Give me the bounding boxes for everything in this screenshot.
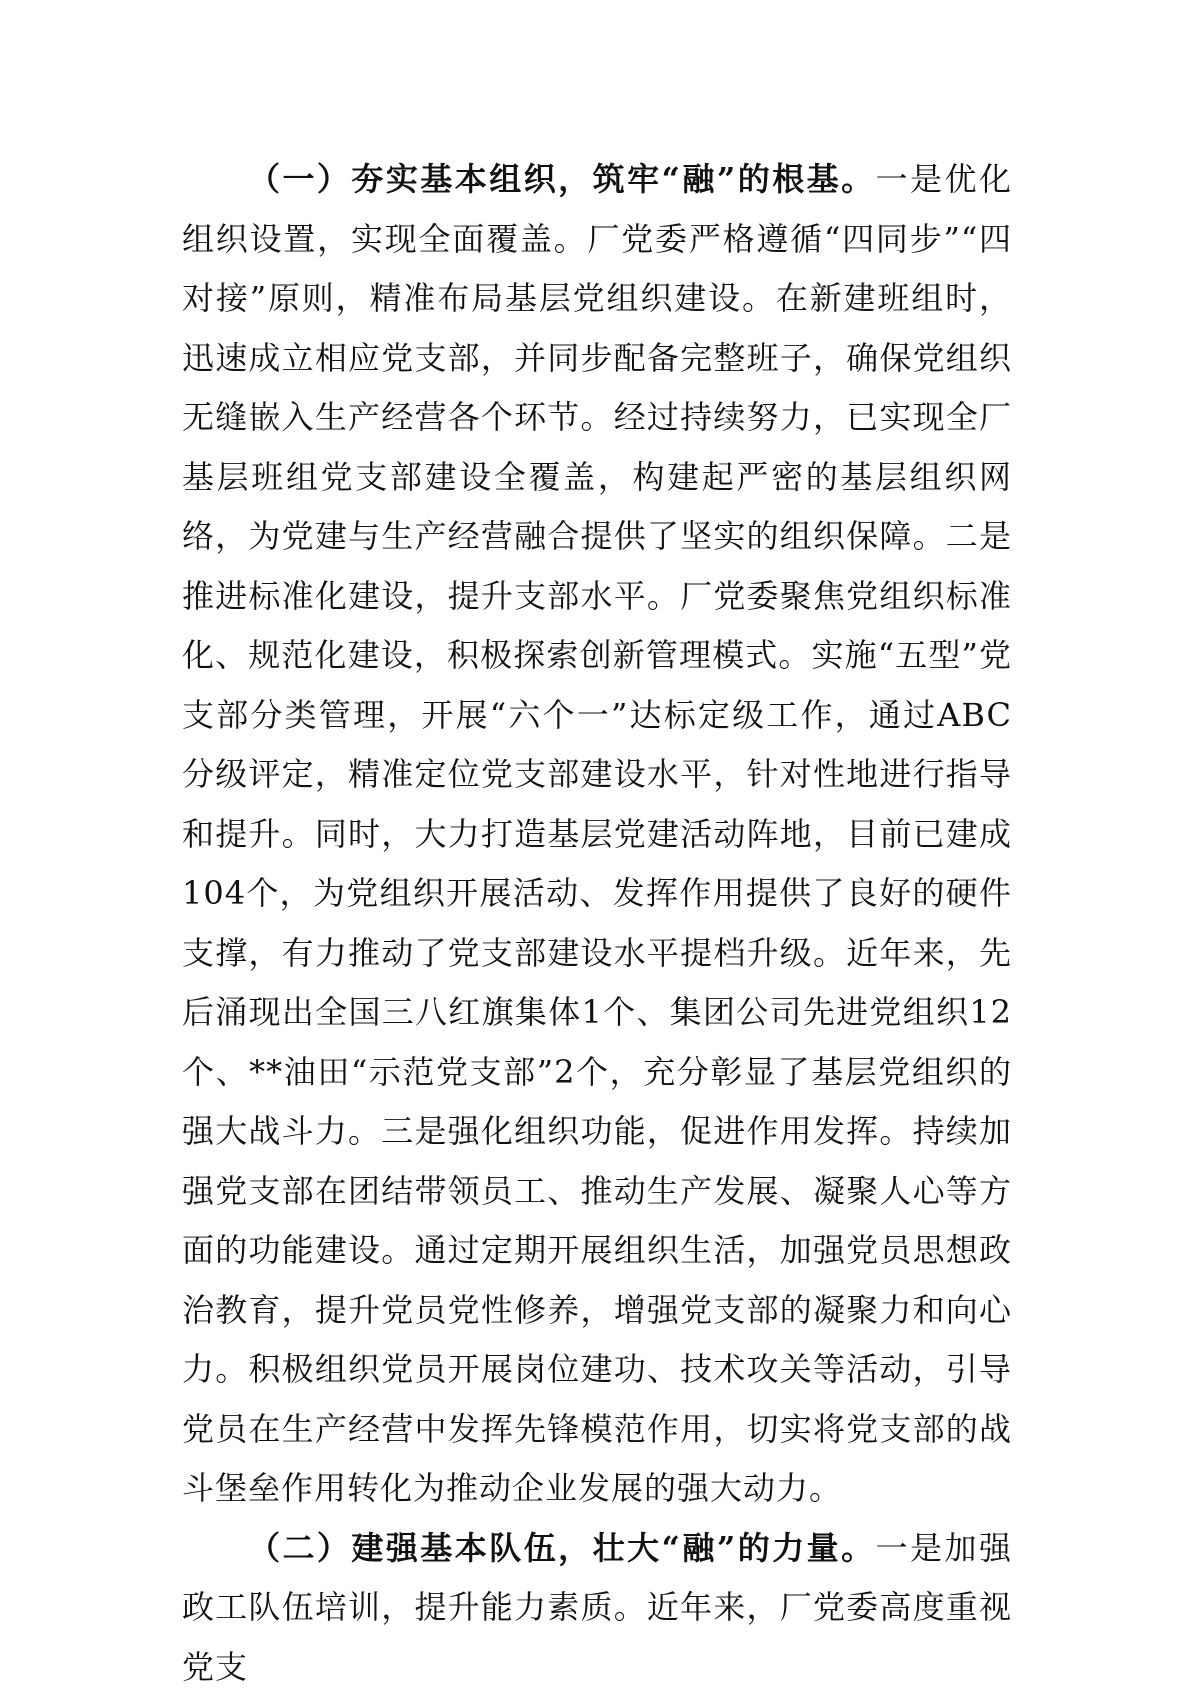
paragraph-section-2: [182, 1519, 1012, 1697]
document-body: [182, 150, 1012, 1697]
section-1-heading: （一）夯实基本组织，筑牢“融”的根基。: [248, 160, 876, 198]
paragraph-section-1: [182, 150, 1012, 1519]
section-1-body: 一是优化组织设置，实现全面覆盖。厂党委严格遵循“四同步”“四对接”原则，精准布局基层党组织建设。在新建班组时，迅速成立相应党支部，并同步配备完整班子，确保党组织无缝嵌入生产经营各个环节。经过持续努力，已实现全厂基层班组党支部建设全覆盖，构建起严密的基层组织网络，为党建与生产经营融合提供了坚实的组织保障。二是推进标准化建设，提升支部水平。厂党委聚焦党组织标准化、规范化建设，积极探索创新管理模式。实施“五型”党支部分类管理，开展“六个一”达标定级工作，通过ABC分级评定，精准定位党支部建设水平，针对性地进行指导和提升。同时，大力打造基层党建活动阵地，目前已建成104个，为党组织开展活动、发挥作用提供了良好的硬件支撑，有力推动了党支部建设水平提档升级。近年来，先后涌现出全国三八红旗集体1个、集团公司先进党组织12个、**油田“示范党支部”2个，充分彰显了基层党组织的强大战斗力。三是强化组织功能，促进作用发挥。持续加强党支部在团结带领员工、推动生产发展、凝聚人心等方面的功能建设。通过定期开展组织生活，加强党员思想政治教育，提升党员党性修养，增强党支部的凝聚力和向心力。积极组织党员开展岗位建功、技术攻关等活动，引导党员在生产经营中发挥先锋模范作用，切实将党支部的战斗堡垒作用转化为推动企业发展的强大动力。: [182, 160, 1012, 1507]
section-2-body: 一是加强政工队伍培训，提升能力素质。近年来，厂党委高度重视党支: [182, 1529, 1012, 1686]
section-2-heading: （二）建强基本队伍，壮大“融”的力量。: [248, 1529, 876, 1567]
